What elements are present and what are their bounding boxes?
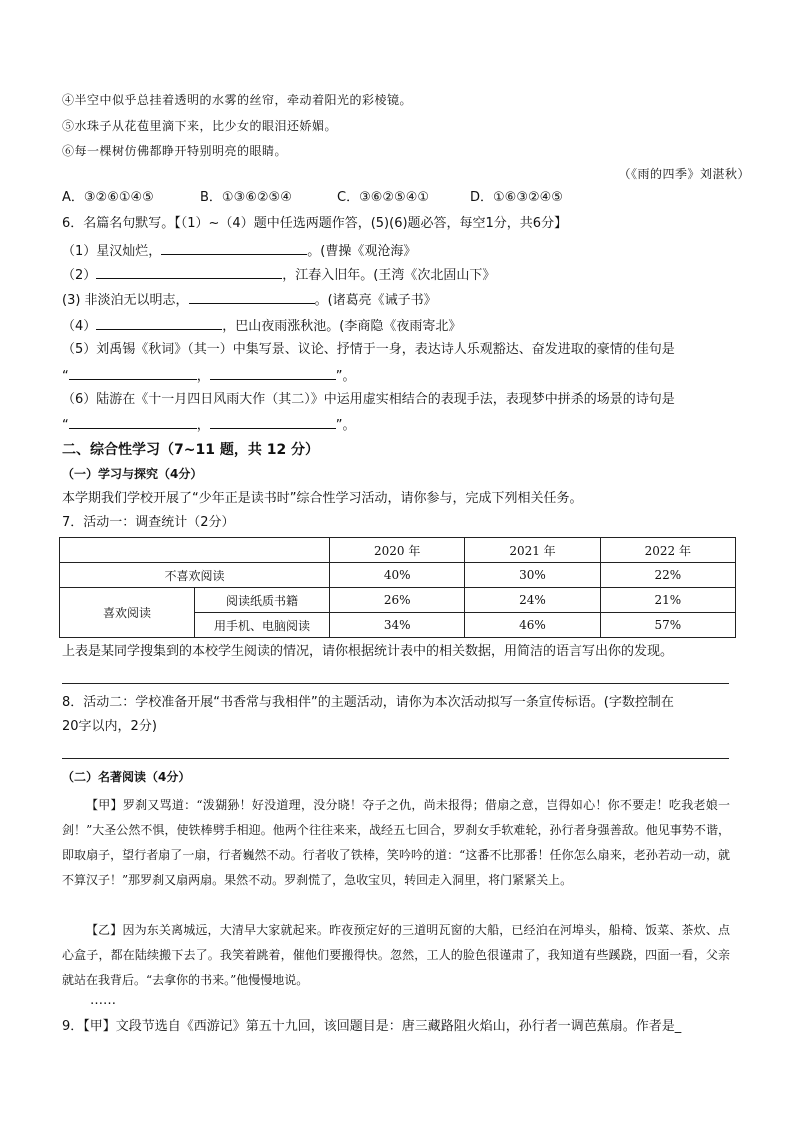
option-a: A．③②⑥①④⑤ xyxy=(62,190,154,205)
passage-jia xyxy=(62,793,730,893)
section2-sub1: （一）学习与探究（4分） xyxy=(62,467,203,481)
q6-item-4-pre: （4） xyxy=(62,319,97,334)
q8-answer-line[interactable] xyxy=(62,758,729,759)
q6-item-2 xyxy=(62,265,495,285)
table-cell: 24% xyxy=(465,588,600,613)
ellipsis: …… xyxy=(90,993,116,1008)
option-d: D．①⑥③②④⑤ xyxy=(470,190,563,205)
table-cell: 30% xyxy=(465,563,600,588)
q6-item-3-post: 。(诸葛亮《诫子书》 xyxy=(314,293,437,308)
q6-item-5-text: （5）刘禹锡《秋词》（其一）中集写景、议论、抒情于一身，表达诗人乐观豁达、奋发进取的豪情的佳句是 xyxy=(62,342,675,357)
q6-item-6-text: （6）陆游在《十一月四日风雨大作（其二）》中运用虚实相结合的表现手法，表现梦中拼杀的场景的诗句是 xyxy=(62,392,675,407)
q6-item-4 xyxy=(62,316,461,336)
q6-item-1-post: 。(曹操《观沧海》 xyxy=(307,244,417,259)
table-row xyxy=(60,563,736,588)
comma: ， xyxy=(196,369,210,384)
q6-item-2-blank[interactable] xyxy=(96,265,282,279)
quote-close: ”。 xyxy=(335,369,356,384)
section2-sub2: （二）名著阅读（4分） xyxy=(62,770,191,784)
q6-item-3-pre: (3) 非淡泊无以明志， xyxy=(62,293,189,308)
section2-intro: 本学期我们学校开展了“少年正是读书时”综合性学习活动，请你参与，完成下列相关任务。 xyxy=(62,491,583,506)
q6-item-6-blank-a[interactable] xyxy=(69,415,197,429)
row-dislike-label: 不喜欢阅读 xyxy=(60,563,330,588)
q6-item-4-blank[interactable] xyxy=(96,316,222,330)
quote-open: “ xyxy=(62,418,69,433)
table-cell: 21% xyxy=(600,588,735,613)
table-cell: 46% xyxy=(465,613,600,638)
like-label: 喜欢阅读 xyxy=(60,588,195,638)
poem-line-5: ⑤水珠子从花苞里滴下来，比少女的眼泪还娇媚。 xyxy=(62,119,338,133)
q7-title: 7．活动一：调查统计（2分） xyxy=(62,515,235,530)
q6-item-2-pre: （2） xyxy=(62,268,97,283)
quote-open: “ xyxy=(62,369,69,384)
row-paper-label: 阅读纸质书籍 xyxy=(195,588,330,613)
q6-item-4-post: ，巴山夜雨涨秋池。(李商隐《夜雨寄北》 xyxy=(222,319,462,334)
year-2021: 2021 年 xyxy=(465,538,600,563)
q6-title: 6．名篇名句默写。【（1）~（4）题中任选两题作答，(5)(6)题必答，每空1分，共6分】 xyxy=(62,216,568,231)
poem-line-4: ④半空中似乎总挂着透明的水雾的丝帘，牵动着阳光的彩棱镜。 xyxy=(62,93,413,107)
year-2020: 2020 年 xyxy=(330,538,465,563)
q6-item-1-pre: （1）星汉灿烂， xyxy=(62,244,162,259)
passage-jia-text: 罗刹又骂道：“泼猢狲！好没道理，没分晓！夺子之仇，尚未报得；借扇之意，岂得如心！你不要走！吃我老娘一剑！”大圣公然不惧，使铁棒劈手相迎。他两个往往来来，战经五七回合，罗刹女手软难轮，孙行者身强善敌。他见事势不谐，即取扇子，望行者扇了一扇，行者巍然不动。行者收了铁棒，笑吟吟的道：“这番不比那番！任你怎么扇来，老孙若动一动，就不算汉子！”那罗刹又扇两扇。果然不动。罗刹慌了，急收宝贝，转回走入洞里，将门紧紧关上。 xyxy=(62,798,730,887)
q6-item-6-blank-b[interactable] xyxy=(210,415,336,429)
passage-yi-tag: 【乙】 xyxy=(86,923,123,937)
passage-yi xyxy=(62,918,730,993)
q6-item-5-answer xyxy=(62,366,356,386)
q7-prompt: 上表是某同学搜集到的本校学生阅读的情况，请你根据统计表中的相关数据，用简洁的语言写出你的发现。 xyxy=(62,644,674,659)
table-row xyxy=(60,588,736,613)
q9-text: 9．【甲】文段节选自《西游记》第五十九回，该回题目是：唐三藏路阻火焰山，孙行者一调芭蕉扇。作者是_ xyxy=(62,1019,682,1034)
q8-line-2: 20字以内，2分) xyxy=(62,719,157,734)
q6-item-6-answer xyxy=(62,415,356,435)
poem-source: （《雨的四季》刘湛秋） xyxy=(618,167,750,181)
table-header-row xyxy=(60,538,736,563)
year-2022: 2022 年 xyxy=(600,538,735,563)
table-cell: 40% xyxy=(330,563,465,588)
table-cell: 22% xyxy=(600,563,735,588)
q6-item-3-blank[interactable] xyxy=(189,290,315,304)
table-cell: 34% xyxy=(330,613,465,638)
q6-item-2-post: ，江春入旧年。(王湾《次北固山下》 xyxy=(282,268,496,283)
comma: ， xyxy=(196,418,210,433)
option-b: B．①③⑥②⑤④ xyxy=(200,190,292,205)
passage-yi-text: 因为东关离城远，大清早大家就起来。昨夜预定好的三道明瓦窗的大船，已经泊在河埠头，船椅、饭菜、茶炊、点心盒子，都在陆续搬下去了。我笑着跳着，催他们要搬得快。忽然，工人的脸色很谨肃了，我知道有些蹊跷，四面一看，父亲就站在我背后。“去拿你的书来。”他慢慢地说。 xyxy=(62,923,730,987)
q6-item-5-blank-a[interactable] xyxy=(69,366,197,380)
table-cell: 26% xyxy=(330,588,465,613)
quote-close: ”。 xyxy=(335,418,356,433)
poem-line-6: ⑥每一棵树仿佛都睁开特别明亮的眼睛。 xyxy=(62,144,288,158)
table-cell: 57% xyxy=(600,613,735,638)
q6-item-3 xyxy=(62,290,437,310)
row-phone-label: 用手机、电脑阅读 xyxy=(195,613,330,638)
passage-jia-tag: 【甲】 xyxy=(86,798,123,812)
q7-answer-line[interactable] xyxy=(62,683,729,684)
q6-item-1 xyxy=(62,241,416,261)
q6-item-1-blank[interactable] xyxy=(161,241,307,255)
reading-stats-table xyxy=(59,537,736,638)
q6-item-5-blank-b[interactable] xyxy=(210,366,336,380)
table-corner xyxy=(60,538,330,563)
q8-line-1: 8．活动二：学校准备开展“书香常与我相伴”的主题活动，请你为本次活动拟写一条宣传标语。(字数控制在 xyxy=(62,695,674,710)
section2-title: 二、综合性学习（7~11 题，共 12 分） xyxy=(62,442,320,458)
option-c: C．③⑥②⑤④① xyxy=(337,190,430,205)
